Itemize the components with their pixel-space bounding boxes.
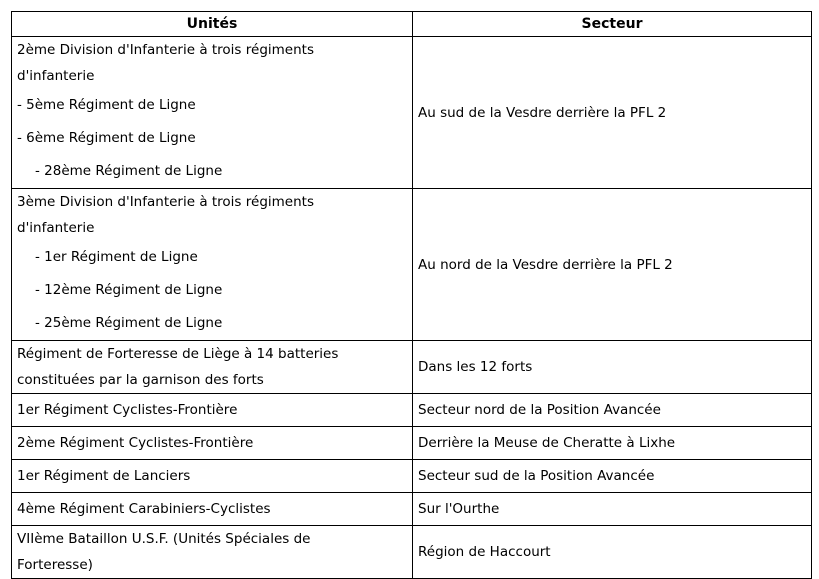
- unit-cell: [12, 526, 413, 579]
- unit-line: Forteresse): [17, 557, 93, 573]
- units-table: [11, 11, 812, 579]
- unit-line: d'infanterie: [17, 68, 95, 84]
- unit-cell: 1er Régiment de Lanciers: [12, 460, 413, 493]
- table-row: [12, 341, 812, 394]
- unit-line: - 6ème Régiment de Ligne: [17, 130, 196, 146]
- unit-line: d'infanterie: [17, 220, 95, 236]
- unit-line: Régiment de Forteresse de Liège à 14 batteries: [17, 346, 339, 362]
- header-units: Unités: [12, 12, 413, 37]
- sector-cell: Derrière la Meuse de Cheratte à Lixhe: [413, 427, 812, 460]
- header-row: [12, 12, 812, 37]
- unit-cell: 1er Régiment Cyclistes-Frontière: [12, 394, 413, 427]
- unit-line: - 25ème Régiment de Ligne: [35, 315, 223, 331]
- sector-cell: Au sud de la Vesdre derrière la PFL 2: [413, 37, 812, 189]
- unit-cell: [12, 189, 413, 341]
- table-row: [12, 460, 812, 493]
- table-row: [12, 427, 812, 460]
- table-row: [12, 37, 812, 189]
- unit-line: VIIème Bataillon U.S.F. (Unités Spéciales de: [17, 531, 311, 547]
- table-row: [12, 394, 812, 427]
- sector-cell: Au nord de la Vesdre derrière la PFL 2: [413, 189, 812, 341]
- sector-cell: Sur l'Ourthe: [413, 493, 812, 526]
- unit-line: - 12ème Régiment de Ligne: [35, 282, 223, 298]
- unit-line: - 1er Régiment de Ligne: [35, 249, 198, 265]
- unit-cell: 2ème Régiment Cyclistes-Frontière: [12, 427, 413, 460]
- unit-line: constituées par la garnison des forts: [17, 372, 264, 388]
- table-row: [12, 189, 812, 341]
- sector-cell: Région de Haccourt: [413, 526, 812, 579]
- table-row: [12, 493, 812, 526]
- sector-cell: Secteur sud de la Position Avancée: [413, 460, 812, 493]
- unit-cell: [12, 341, 413, 394]
- unit-cell: [12, 37, 413, 189]
- header-sector: Secteur: [413, 12, 812, 37]
- table-row: [12, 526, 812, 579]
- unit-line: - 28ème Régiment de Ligne: [35, 163, 223, 179]
- sector-cell: Secteur nord de la Position Avancée: [413, 394, 812, 427]
- unit-line: 3ème Division d'Infanterie à trois régiments: [17, 194, 314, 210]
- unit-cell: 4ème Régiment Carabiniers-Cyclistes: [12, 493, 413, 526]
- sector-cell: Dans les 12 forts: [413, 341, 812, 394]
- unit-line: - 5ème Régiment de Ligne: [17, 97, 196, 113]
- unit-line: 2ème Division d'Infanterie à trois régiments: [17, 42, 314, 58]
